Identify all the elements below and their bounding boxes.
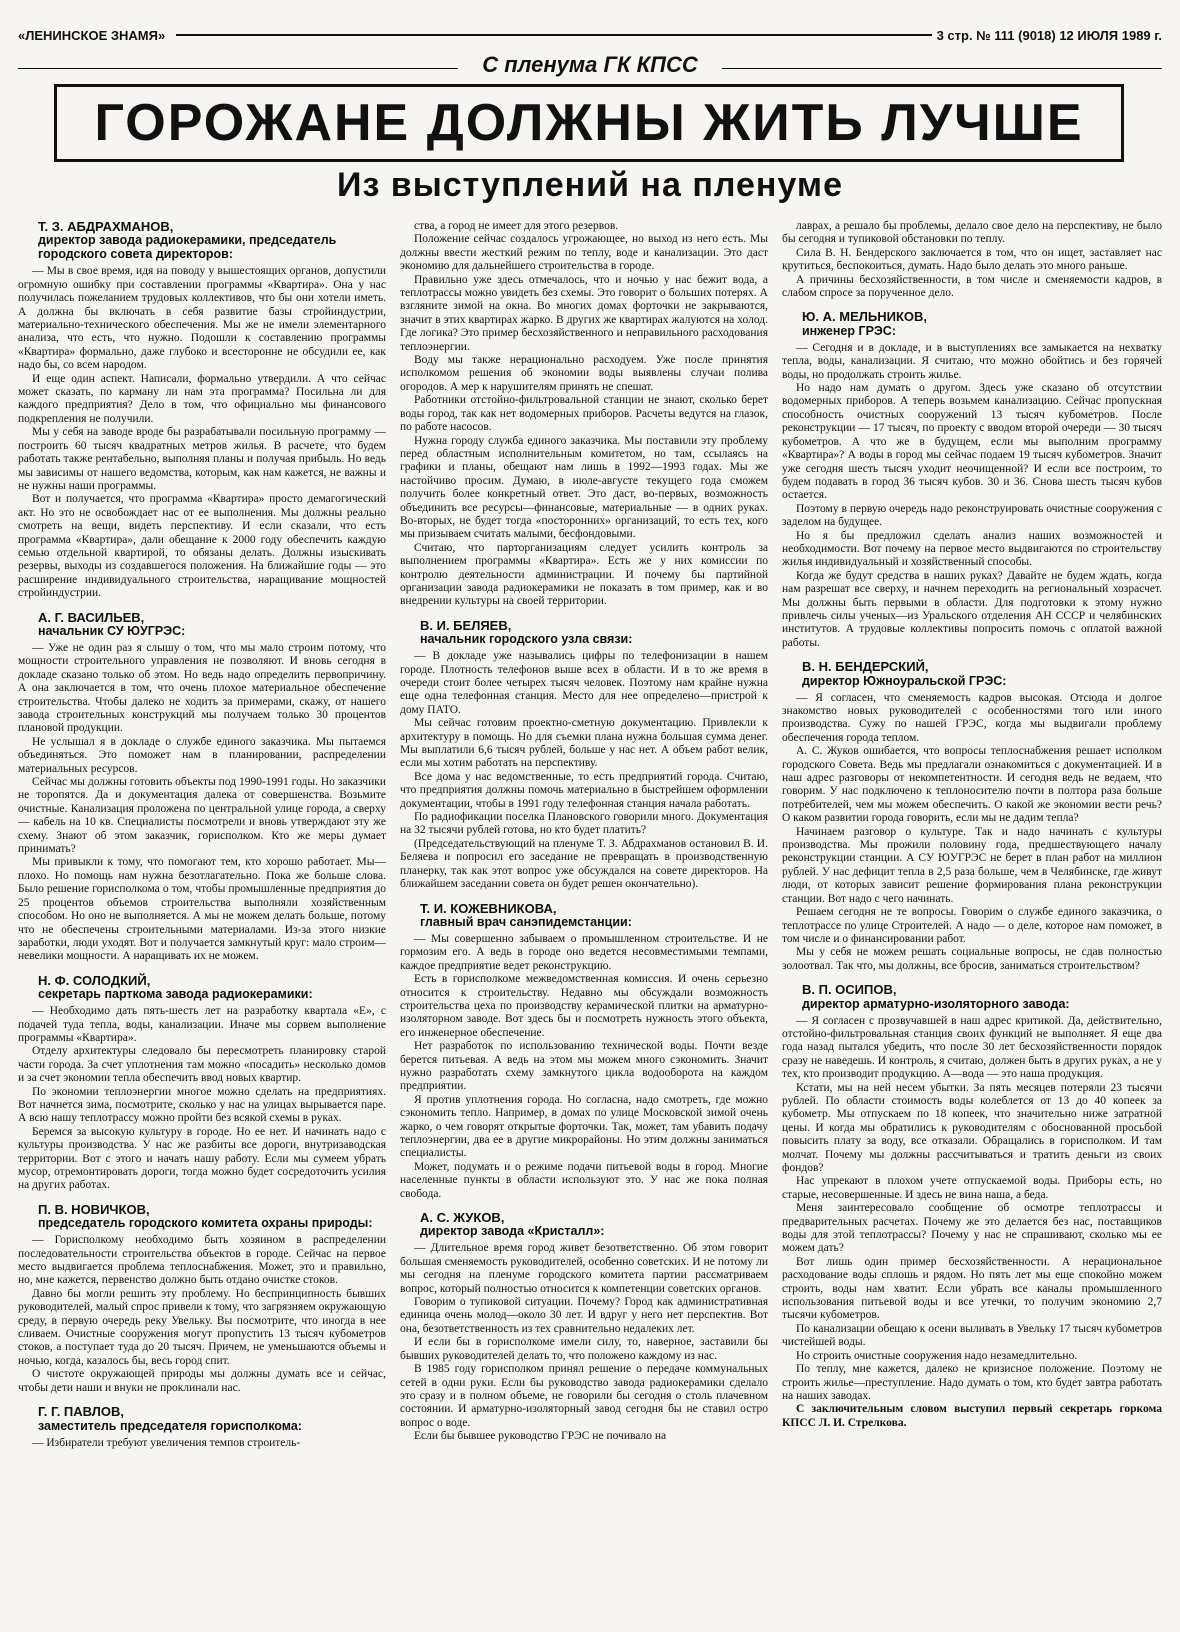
paragraph: Положение сейчас создалось угрожающее, но выход из него есть. Мы должны ввести жесткий режим по теплу, воде и канализации. Это даст экономию для дальнейшего строительства в городе. — [400, 233, 768, 273]
paragraph: Все дома у нас ведомственные, то есть предприятий города. Считаю, что предприятия должны помочь материально в быстрейшем оформлении документации, чтобы в 1991 году телефонная станция начала работать. — [400, 770, 768, 810]
paragraph: Сейчас мы должны готовить объекты под 1990-1991 годы. Но заказчики не торопятся. Да и документация далека от совершенства. Возьмите очистные. Канализация проложена по центральной улице города, а сверху — кабель на 10 кв. Специалисты посмотрели и вновь утверждают эту же схему. Знают об этом заказчик, горисполком. Кто же меры думает принимать? — [18, 776, 386, 856]
rubric — [18, 52, 1162, 82]
speaker-role: заместитель председателя горисполкома: — [38, 1418, 302, 1433]
issue-info: 3 стр. № 111 (9018) 12 ИЮЛЯ 1989 г. — [936, 28, 1162, 43]
speaker-role: секретарь парткома завода радиокерамики: — [38, 987, 313, 1002]
paragraph: Сила В. Н. Бендерского заключается в том, что он ищет, заставляет нас крутиться, беспокоиться, думать. Надо было делать это много раньше. — [782, 246, 1162, 273]
paragraph: — Горисполкому необходимо быть хозяином в распределении последовательности строительства объектов в городе. Сейчас на первое место выдвигается проблема теплоснабжения. Может, это и правильно, но, мне кажется, первенство должно быть отдано очистке стоков. — [18, 1234, 386, 1287]
speaker-heading — [782, 660, 1162, 687]
speaker-name: Н. Ф. СОЛОДКИЙ, — [38, 972, 151, 988]
paragraph: Начинаем разговор о культуре. Так и надо начинать с культуры производства. Мы прожили половину года, предшествующего началу реконструкции станции. А СУ ЮУГРЭС не берет в план работ на миллион рублей. У нас дефицит тепла в 2,5 раза больше, чем в Челябинске, где живут люди, от которых зависит решение формирования плана реконструкции станции. Вот надо с чего начинать. — [782, 825, 1162, 905]
speaker-name: Т. З. АБДРАХМАНОВ, — [38, 220, 174, 234]
article-column-1 — [18, 220, 386, 1624]
paragraph: (Председательствующий на пленуме Т. З. Абдрахманов остановил В. И. Беляева и попросил его заседание не превращать в производственную планерку, так как этот вопрос уже обсуждался на совете директоров. На ближайшем заседании совета он будет решен окончательно). — [400, 837, 768, 891]
speaker-heading — [18, 611, 386, 638]
paragraph: — Избиратели требуют увеличения темпов строитель- — [32, 1436, 301, 1449]
paragraph: Нет разработок по использованию технической воды. Почти везде берется питьевая. А ведь на этом мы можем много сэкономить. Значит нужно разработать схему замкнутого цикла водооборота на каждом предприятии. — [400, 1040, 768, 1093]
speaker-heading — [18, 1405, 386, 1432]
paragraph: И если бы в горисполкоме имели силу, то, наверное, заставили бы бывших руководителей делать то, что положено каждому из нас. — [400, 1336, 768, 1362]
paragraph: Меня заинтересовало сообщение об осмотре теплотрассы и предварительных расчетах. Почему же это делается без нас, поставщиков воды для этой теплотрассы? Почему у нас не спрашивают, сколько мы ее можем дать? — [782, 1202, 1162, 1255]
speaker-heading — [18, 220, 386, 261]
masthead-rule — [176, 34, 932, 36]
paragraph: — Я согласен, что сменяемость кадров высокая. Отсюда и долгое знакомство новых руководителей с особенностями того или иного производства. Сужу по нашей ГРЭС, когда мы выдвигали проблему обеспечения города теплом. — [782, 691, 1162, 744]
speaker-name: Г. Г. ПАВЛОВ, — [38, 1404, 124, 1420]
paragraph: Вот лишь один пример бесхозяйственности. А нерациональное расходование воды сплошь и рядом. Но пять лет мы еще спокойно можем строить, воды нам хватит. Если убрать все каналы промышленного использования питьевой воды и все утечки, то получим экономию 2,7 тысячи кубометров. — [782, 1255, 1162, 1322]
speaker-role: директор Южноуральской ГРЭС: — [802, 673, 1007, 688]
paragraph: Может, подумать и о режиме подачи питьевой воды в город. Многие населенные пункты в области используют это. У нас же пока полная свобода. — [400, 1160, 768, 1200]
paragraph: — Мы совершенно забываем о промышленном строительстве. И не гормозим его. А ведь в городе оно ведется несовместимыми темпами, каждое предприятие ведет реконструкцию. — [400, 932, 768, 972]
speaker-name: В. И. БЕЛЯЕВ, — [420, 617, 512, 633]
paragraph: Вот и получается, что программа «Квартира» просто демагогический акт. Но это не освобождает нас от ее выполнения. Мы должны реально смотреть на вещи, видеть перспективу. И если сказали, что есть программа «Квартира», дали обещание к 2000 году обеспечить каждую семью отдельной квартирой, то обязаны делать. Должны изыскивать резервы, выходы из создавшегося положения. На ближайшие годы — это расширение индивидуального строительства, наращивание мощностей стройиндустрии. — [18, 493, 386, 600]
article-column-2 — [400, 220, 768, 1624]
speaker-role: директор завода радиокерамики, председатель городского совета директоров: — [38, 233, 337, 262]
newspaper-name: «ЛЕНИНСКОЕ ЗНАМЯ» — [18, 28, 166, 43]
paragraph: Давно бы могли решить эту проблему. Но беспринципность бывших руководителей, малый спрос привели к тому, что загрязняем окружающую среду, в первую очередь реку Увельку. Вы посмотрите, что иногда в нее сливаем. Очистные сооружения могут пропустить 13 тысяч кубометров стоков, а поступает туда до 20 тысяч. Причем, не уменьшаются объемы и ночью, когда, казалось бы, весь город спит. — [18, 1287, 386, 1367]
paragraph: Нужна городу служба единого заказчика. Мы поставили эту проблему перед областным исполнительным комитетом, но там, ссылаясь на графики и планы, обещают нам лишь в 1992—1993 годах. Мы же настойчиво просим. Думаю, в июле-августе текущего года сможем получить более конкретный ответ. Это даст, во-первых, возможность объединить все ресурсы—финансовые, материальные — в одних руках. Во-вторых, не будет тогда «посторонних» организаций, то есть тех, кого мы призываем считать малыми, бесфондовыми. — [400, 434, 768, 541]
speaker-name: П. В. НОВИЧКОВ, — [38, 1201, 150, 1217]
paragraph: По канализации обещаю к осени выливать в Увельку 17 тысяч кубометров чистейшей воды. — [782, 1322, 1162, 1349]
article-column-3 — [782, 220, 1162, 1624]
speaker-name: Т. И. КОЖЕВНИКОВА, — [420, 900, 557, 916]
paragraph: По радиофикации поселка Плановского говорили много. Документация на 32 тысячи рублей готова, но кто будет платить? — [400, 811, 768, 837]
speaker-name: А. Г. ВАСИЛЬЕВ, — [38, 609, 145, 625]
paragraph: лаврах, а решало бы проблемы, делало свое дело на перспективу, не было бы сегодня и тупиковой обстановки по теплу. — [782, 220, 1162, 246]
paragraph: Но строить очистные сооружения надо незамедлительно. — [796, 1349, 1078, 1362]
paragraph: Есть в горисполкоме межведомственная комиссия. И очень серьезно относится к строительству. Недавно мы обсуждали возможность строительства цеха по производству керамической плитки на арматурно-изоляторном заводе. Вот здесь бы и посмотреть нужность этого объекта, его инженерное обеспечение. — [400, 973, 768, 1039]
speaker-heading — [18, 974, 386, 1001]
speaker-role: инженер ГРЭС: — [802, 323, 897, 338]
paragraph: Мы у себя не можем решать социальные вопросы, не сдав полностью золоотвал. Так что, мы должны, все бросив, заниматься строительством? — [782, 946, 1162, 972]
paragraph: Считаю, что парторганизациям следует усилить контроль за выполнением программы «Квартира». Есть же у них комиссии по контролю деятельности администрации. И почему бы партийной организации завода радиокерамики не показать в том пример, как и во внедрении культуры на своей территории. — [400, 541, 768, 608]
paragraph: Кстати, мы на ней несем убытки. За пять месяцев потеряли 23 тысячи рублей. По области стоимость воды колеблется от 13 до 40 копеек за кубометр. Мы отпускаем по 18 копеек, что значительно ниже затратной цены. И когда мы обратились к руководителям с обоснованной просьбой повысить плату за воду, все отказали. Обращались в горисполком. И там молчат. Почему мы должны рассчитываться и тратить деньги из своих фондов? — [782, 1081, 1162, 1174]
paragraph: Мы привыкли к тому, что помогают тем, кто хорошо работает. Мы—плохо. Но помощь нам нужна безотлагательно. Пока же больше слова. Было решение горисполкома о том, чтобы промышленные предприятия до 25 процентов объемов строительства выполняли хозяйственным способом. Но оно не выполняется. А мы не можем делать больше, потому что не обеспечены строительными материалами. Из-за этого низкие заработки, люди уходят. Вот и получается замкнутый круг: мало строим—невелики мощности. А наращивать их не можем. — [18, 856, 386, 963]
speaker-role: директор арматурно-изоляторного завода: — [802, 996, 1070, 1011]
paragraph: — Сегодня и в докладе, и в выступлениях все замыкается на нехватку тепла, воды, канализации. Я считаю, что можно обойтись и без горячей воды, но продолжать строить жилье. — [782, 341, 1162, 381]
closing-note: С заключительным словом выступил первый секретарь горкома КПСС Л. И. Стрелкова. — [782, 1403, 1162, 1429]
subheadline: Из выступлений на пленуме — [337, 166, 843, 204]
paragraph: Когда же будут средства в наших руках? Давайте не будем ждать, когда нам разрешат все сверху, и начнем переходить на региональный хозрасчет. Мы должны быть первыми в области. Для подготовки к этому нужно привлечь силы ученых—из Уральского отделения АН СССР и челябинских институтов. А трудовые коллективы попросить помочь с оплатой важной работы. — [782, 569, 1162, 649]
masthead — [18, 24, 1162, 46]
speaker-name: А. С. ЖУКОВ, — [420, 1210, 505, 1226]
paragraph: Говорим о тупиковой ситуации. Почему? Город как административная единица очень молод—около 30 лет. И вдруг у него нет перспектив. Вот она, безответственность из тех сравнительно недалеких лет. — [400, 1296, 768, 1335]
paragraph: Но я бы предложил сделать анализ наших возможностей и необходимости. Вот почему на первое место выдвигаются по строительству жилья индивидуальный и хозяйственный способы. — [782, 529, 1162, 569]
paragraph: ства, а город не имеет для этого резервов. — [414, 220, 619, 232]
paragraph: — Уже не один раз я слышу о том, что мы мало строим потому, что мощности строительного управления не позволяют. И вновь сегодня в докладе сказано только об этом. Но ведь надо определить первопричину. А она заключается в том, что очень плохое материальное обеспечение строительства. Чтобы далеко не ходить за примерами, скажу, от нашего завода строительных конструкций мы получаем только 30 процентов плановой продукции. — [18, 641, 386, 735]
speaker-heading — [782, 310, 1162, 337]
paragraph: Работники отстойно-фильтровальной станции не знают, сколько берет воды город, так как нет водомерных приборов. Расчеты ведутся на глазок, по работе насосов. — [400, 394, 768, 434]
speaker-heading — [400, 619, 768, 646]
headline-box — [54, 84, 1124, 162]
paragraph: Не услышал я в докладе о службе единого заказчика. Мы пытаемся объединяться. Это поможет нам в планировании, распределении материальных ресурсов. — [18, 735, 386, 775]
rubric-text: С пленума ГК КПСС — [472, 52, 707, 77]
speaker-role: директор завода «Кристалл»: — [420, 1224, 605, 1239]
speaker-role: председатель городского комитета охраны природы: — [38, 1216, 373, 1231]
paragraph: Нас упрекают в плохом учете отпускаемой воды. Приборы есть, но старые, несовершенные. И здесь не вина наша, а беда. — [782, 1175, 1162, 1201]
paragraph: По теплу, мне кажется, далеко не кризисное положение. Поэтому не строить жилье—преступление. Надо думать о том, кто будет завтра работать на наших заводах. — [782, 1363, 1162, 1402]
paragraph: О чистоте окружающей природы мы должны думать все и сейчас, чтобы дети наши и внуки не проклинали нас. — [18, 1368, 386, 1394]
paragraph: Мы сейчас готовим проектно-сметную документацию. Привлекли к архитектуру в помощь. Но для съемки плана нужна большая сумма денег. Мы выплатили 6,6 тысяч рублей, больше у нас нет. А объем работ велик, если мы хотим работать на перспективу. — [400, 717, 768, 770]
speaker-role: начальник городского узла связи: — [420, 632, 633, 647]
paragraph: В 1985 году горисполком принял решение о передаче коммунальных сетей в одни руки. Если бы руководство завода радиокерамики сделало это сразу и в полном объеме, не говорили бы сегодня о столь плачевном состоянии. И арматурно-изоляторный завод сегодня бы не ставил остро вопрос о воде. — [400, 1363, 768, 1429]
speaker-heading — [400, 1211, 768, 1238]
paragraph: А причины бесхозяйственности, в том числе и сменяемости кадров, в слабом спросе за порученное дело. — [782, 273, 1162, 300]
speaker-name: Ю. А. МЕЛЬНИКОВ, — [802, 309, 927, 325]
speaker-heading — [400, 902, 768, 929]
speaker-name: В. П. ОСИПОВ, — [802, 982, 897, 998]
speaker-role: начальник СУ ЮУГРЭС: — [38, 623, 186, 638]
rubric-rule-left — [18, 68, 458, 69]
speaker-heading — [18, 1203, 386, 1230]
paragraph: Но надо нам думать о другом. Здесь уже сказано об отсутствии водомерных приборов. А теперь возьмем канализацию. Сейчас пропускная способность очистных сооружений 13 тысяч кубометров. После реконструкции — 17 тысяч, по проекту с вводом второй очереди — 30 тысяч кубометров. А что же в будущем, если мы выполним программу «Квартира»? А воды в город мы сейчас подаем 19 тысяч кубометров. Значит уже сегодня шесть тысяч уходит неочищенной? И если все построим, то будем подавать в город 36 тысяч кубов. 30 и 36. Снова шесть тысяч кубов остается. — [782, 382, 1162, 502]
paragraph: По экономии теплоэнергии многое можно сделать на предприятиях. Вот начнется зима, посмотрите, сколько у нас на улицах вырывается паре. А всю нашу теплотрассу можно пройти без всякой схемы в руках. — [18, 1085, 386, 1125]
paragraph: — В докладе уже назывались цифры по телефонизации в нашем городе. Плотность телефонов выше всех в области. И в то же время в очереди стоит более четырех тысяч человек. Поэтому нам крайне нужна еще одна телефонная станция. Место для нее определено—пристрой к дому ПАТО. — [400, 650, 768, 716]
speaker-heading — [782, 983, 1162, 1010]
headline: ГОРОЖАНЕ ДОЛЖНЫ ЖИТЬ ЛУЧШЕ — [94, 94, 1084, 152]
paragraph: А. С. Жуков ошибается, что вопросы теплоснабжения решает исполком городского Совета. Ведь мы предлагали ознакомиться с документацией. И в наш адрес разговоры от некомпетентности. И сегодня ведь не ведаем, что говорим. У нас подключено к теплоносителю почти в полтора раза больше потребителей, чем мы можем обеспечить. О какой же экономии вести речь? О каком развитии города говорить, если мы не дадим тепла? — [782, 745, 1162, 825]
speaker-role: главный врач санэпидемстанции: — [420, 914, 632, 929]
paragraph: — Я согласен с прозвучавшей в наш адрес критикой. Да, действительно, отстойно-фильтровальная станция своих функций не выполняет. Я еще два года назад пытался убедить, что после 30 лет бесхозяйственности порядок сразу не наведешь. И контроль, я считаю, должен быть в других руках, а не у тех, кто производит продукцию. А—вода — это наша продукция. — [782, 1014, 1162, 1081]
paragraph: — Мы в свое время, идя на поводу у вышестоящих органов, допустили огромную ошибку при составлении программы «Квартира». Она у нас получилась пожеланием трудовых коллективов, что бы они хотели иметь. А должна бы включать в себя развитие базы стройиндустрии, материально-технического обеспечения. Мы же не имели элементарного анализа, что есть, что нужно. Подошли к составлению программы «Квартира» формально, даже глубоко и всесторонне не обсудили ее, как надо бы, со всем народом. — [18, 265, 386, 372]
paragraph: Воду мы также нерационально расходуем. Уже после принятия исполкомом решения об экономии воды выявлены случаи полива огородов. А мер к нарушителям принять не спешат. — [400, 354, 768, 393]
paragraph: Беремся за высокую культуру в городе. Но ее нет. И начинать надо с культуры производства. У нас же разбиты все дороги, внутризаводская территории. Вот с этого и начать нашу работу. Если мы сумеем убрать мусор, отремонтировать дороги, тогда можно будет сосредоточить усилия на других работах. — [18, 1125, 386, 1192]
paragraph: — Длительное время город живет безответственно. Об этом говорит большая сменяемость руководителей, особенно советских. И не потому ли мы сегодня на пленуме городского комитета партии рассматриваем вопрос, который полностью относится к компетенции советских органов. — [400, 1242, 768, 1295]
paragraph: Мы у себя на заводе вроде бы разрабатывали посильную программу — построить 60 тысяч квадратных метров жилья. В расчете, что будем работать также рентабельно, выполняя планы и получая прибыль. Но ведь мы зависимы от нашего ведомства, которым, как нам кажется, не важны и не нужны наши программы. — [18, 426, 386, 492]
speaker-name: В. Н. БЕНДЕРСКИЙ, — [802, 659, 929, 675]
newspaper-page — [18, 24, 1162, 1624]
paragraph: Если бы бывшее руководство ГРЭС не почивало на — [414, 1430, 667, 1443]
paragraph: — Необходимо дать пять-шесть лет на разработку квартала «Е», с подачей туда тепла, воды, канализации. Иначе мы сорвем выполнение программы «Квартира». — [18, 1005, 386, 1044]
paragraph: И еще один аспект. Написали, формально утвердили. А что сейчас может сказать, по карману ли нам эта программа? Посильна ли для каждого предприятия? Дело в том, что официально мы финансового подкрепления не получили. — [18, 372, 386, 425]
paragraph: Поэтому в первую очередь надо реконструировать очистные сооружения с заделом на будущее. — [782, 502, 1162, 529]
rubric-rule-right — [722, 68, 1162, 69]
paragraph: Правильно уже здесь отмечалось, что и ночью у нас бежит вода, а теплотрассы можно увидеть без схемы. Это говорит о больших потерях. А взгляните зимой на окна. Во многих домах форточки не закрываются, значит в этих квартирах жарко. В других же квартирах жалуются на холод. Где логика? Это пример бесхозяйственного и неправильного расходования теплоэнергии. — [400, 273, 768, 353]
paragraph: Решаем сегодня не те вопросы. Говорим о службе единого заказчика, о теплотрассе по улице Строителей. А надо — о деле, которое нам поможет, в том числе и о финансировании работ. — [782, 906, 1162, 945]
paragraph: Я против уплотнения города. Но согласна, надо смотреть, где можно сэкономить тепло. Например, в домах по улице Московской зимой очень жарко, о чем говорят открытые форточки. Так, может, там убавить подачу теплоэнергии, два ее в другие микрорайоны. Но этим должны заниматься специалисты. — [400, 1093, 768, 1160]
paragraph: Отделу архитектуры следовало бы пересмотреть планировку старой части города. За счет уплотнения там можно «посадить» несколько домов и за счет экономии тепла обеспечить ввод новых квартир. — [18, 1045, 386, 1085]
